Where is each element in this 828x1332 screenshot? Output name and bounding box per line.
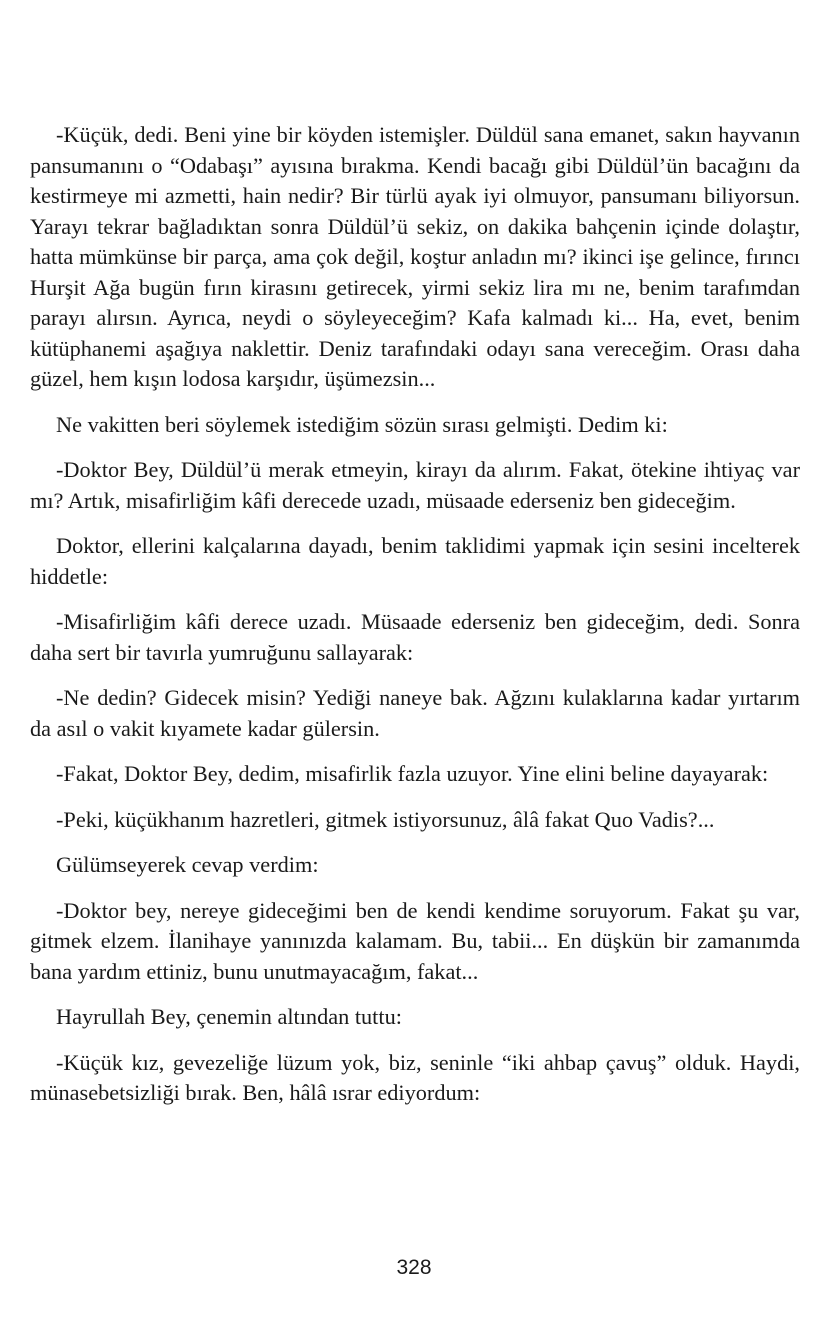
paragraph-11: Hayrullah Bey, çenemin altından tuttu: (56, 1004, 402, 1029)
body-text (30, 120, 800, 1124)
paragraph-4: Doktor, ellerini kalçalarına dayadı, benim taklidimi yapmak için sesini incelterek hiddetle: (30, 533, 800, 589)
paragraph-5: -Misafirliğim kâfi derece uzadı. Müsaade ederseniz ben gideceğim, dedi. Sonra daha sert bir tavırla yumruğunu sallayarak: (30, 609, 800, 665)
paragraph-12: -Küçük kız, gevezeliğe lüzum yok, biz, seninle “iki ahbap çavuş” olduk. Haydi, münasebetsizliği bırak. Ben, hâlâ ısrar ediyordum: (30, 1049, 800, 1105)
paragraph-9: Gülümseyerek cevap verdim: (56, 852, 319, 877)
paragraph-8: -Peki, küçükhanım hazretleri, gitmek istiyorsunuz, âlâ fakat Quo Vadis?... (56, 806, 715, 832)
paragraph-10: -Doktor bey, nereye gideceğimi ben de kendi kendime soruyorum. Fakat şu var, gitmek elzem. İlanihaye yanınızda kalamam. Bu, tabii... En düşkün bir zamanımda bana yardım ettiniz, bunu unutmayacağım, fakat... (30, 897, 800, 984)
paragraph-6: -Ne dedin? Gidecek misin? Yediği naneye bak. Ağzını kulaklarına kadar yırtarım da asıl o vakit kıyamete kadar gülersin. (30, 685, 800, 741)
paragraph-3: -Doktor Bey, Düldül’ü merak etmeyin, kirayı da alırım. Fakat, ötekine ihtiyaç var mı? Artık, misafirliğim kâfi derecede uzadı, müsaade ederseniz ben gideceğim. (30, 457, 800, 513)
paragraph-1: -Küçük, dedi. Beni yine bir köyden istemişler. Düldül sana emanet, sakın hayvanın pansumanını o “Odabaşı” ayısına bırakma. Kendi bacağı gibi Düldül’ün bacağını da kestirmeye mi azmetti, hain nedir? Bir türlü ayak iyi olmuyor, pansumanı biliyorsun. Yarayı tekrar bağladıktan sonra Düldül’ü sekiz, on dakika bahçenin içinde dolaştır, hatta mümkünse bir parça, ama çok değil, koştur anladın mı? ikinci işe gelince, fırıncı Hurşit Ağa bugün fırın kirasını getirecek, yirmi sekiz lira mı ne, benim tarafımdan parayı alırsın. Ayrıca, neydi o söyleyeceğim? Kafa kalmadı ki... Ha, evet, benim kütüphanemi aşağıya naklettir. Deniz tarafındaki odayı sana vereceğim. Orası daha güzel, hem kışın lodosa karşıdır, üşümezsin... (30, 122, 800, 391)
paragraph-7: -Fakat, Doktor Bey, dedim, misafirlik fazla uzuyor. Yine elini beline dayayarak: (56, 761, 769, 786)
page-number: 328 (396, 1256, 432, 1279)
paragraph-2: Ne vakitten beri söylemek istediğim sözün sırası gelmişti. Dedim ki: (56, 411, 668, 437)
